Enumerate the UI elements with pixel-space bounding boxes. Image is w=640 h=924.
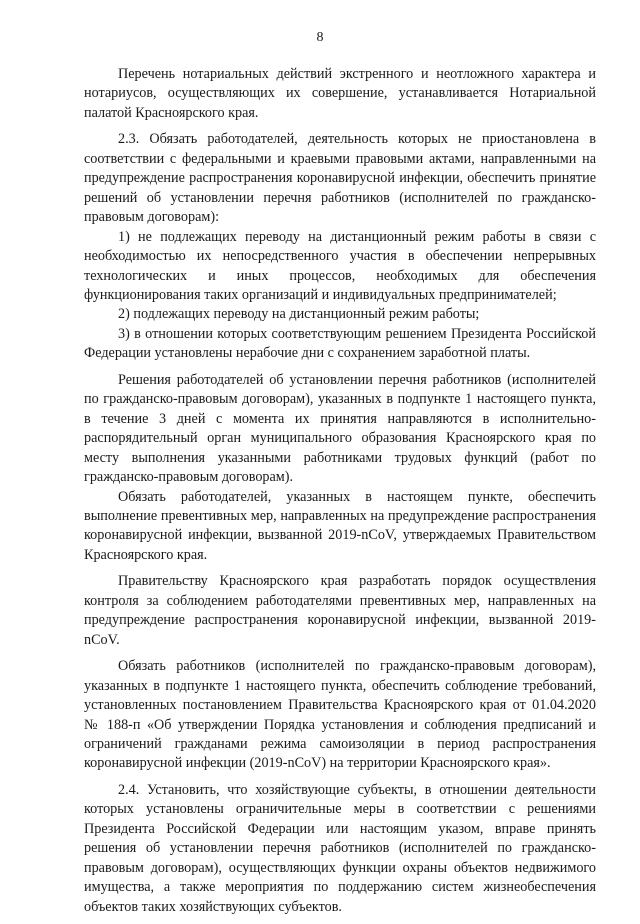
paragraph-notarial-list: Перечень нотариальных действий экстренного и неотложного характера и нотариусов, осуществляющих их совершение, устанавливается Нотариальной палатой Красноярского края. — [84, 66, 596, 121]
paragraph-2-4-business-entities: 2.4. Установить, что хозяйствующие субъекты, в отношении деятельности которых установлены ограничительные меры в соответствии с решениями Президента Российской Федерации или настоящим указом, вправе принять решения об установлении перечня работников (исполнителей по гражданско-правовым договорам), осуществляющих функции охраны объектов недвижимого имущества, а также мероприятия по поддержанию систем жизнеобеспечения объектов таких хозяйствующих субъектов. — [84, 781, 596, 915]
paragraph-government-control: Правительству Красноярского края разработать порядок осуществления контроля за соблюдением работодателями превентивных мер, направленных на предупреждение распространения коронавирусной инфекции, вызванной 2019-nCoV. — [84, 573, 596, 648]
paragraph-employer-decisions: Решения работодателей об установлении перечня работников (исполнителей по гражданско-правовым договорам), указанных в подпункте 1 настоящего пункта, в течение 3 дней с момента их принятия направляются в исполнительно-распорядительный орган муниципального образования Красноярского края по месту выполнения указанными работниками трудовых функций (работ по гражданско-правовым договорам). — [84, 371, 596, 486]
document-body — [84, 65, 596, 924]
paragraph-sub-3-non-working-days: 3) в отношении которых соответствующим решением Президента Российской Федерации установлены нерабочие дни с сохранением заработной платы. — [84, 325, 596, 362]
paragraph-sub-1-non-remote: 1) не подлежащих переводу на дистанционный режим работы в связи с необходимостью их непосредственного участия в обеспечении непрерывных технологических и иных процессов, необходимых для обеспечения функционирования таких организаций и индивидуальных предпринимателей; — [84, 228, 596, 303]
page-number: 8 — [316, 30, 324, 45]
paragraph-worker-obligations: Обязать работников (исполнителей по гражданско-правовым договорам), указанных в подпункте 1 настоящего пункта, обеспечить соблюдение требований, установленных постановлением Правительства Красноярского края от 01.04.2020 № 188-п «Об утверждении Порядка установления и соблюдения предписаний и ограничений гражданами режима самоизоляции в период распространения коронавирусной инфекции (2019-nCoV) на территории Красноярского края». — [84, 658, 596, 772]
paragraph-2-3-employer-obligation: 2.3. Обязать работодателей, деятельность которых не приостановлена в соответствии с федеральными и краевыми правовыми актами, направленными на предупреждение распространения коронавирусной инфекции, обеспечить принятие решений об установлении перечня работников (исполнителей по гражданско-правовым договорам): — [84, 131, 596, 226]
paragraph-sub-2-remote: 2) подлежащих переводу на дистанционный режим работы; — [118, 306, 480, 323]
paragraph-preventive-measures: Обязать работодателей, указанных в настоящем пункте, обеспечить выполнение превентивных мер, направленных на предупреждение распространения коронавирусной инфекции, вызванной 2019-nCoV, утверждаемых Правительством Красноярского края. — [84, 488, 596, 563]
